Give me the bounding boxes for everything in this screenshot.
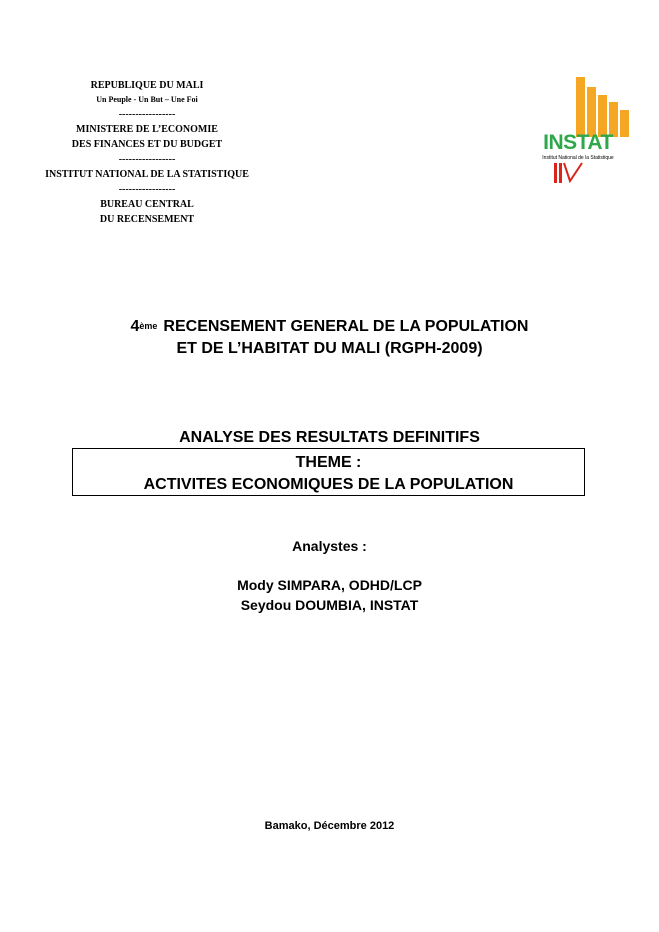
analyst-name: Mody SIMPARA, ODHD/LCP: [237, 577, 422, 593]
document-title: [0, 316, 659, 360]
separator: -----------------: [118, 184, 176, 195]
ministry-line-1: MINISTERE DE L’ECONOMIE: [76, 124, 218, 135]
header-block: [40, 78, 254, 227]
instat-logo: [526, 77, 630, 183]
national-motto: Un Peuple - Un But – Une Foi: [96, 95, 198, 104]
theme-box: [72, 448, 585, 496]
institute-name: INSTITUT NATIONAL DE LA STATISTIQUE: [45, 169, 249, 180]
bureau-line-2: DU RECENSEMENT: [99, 214, 195, 225]
country-name: REPUBLIQUE DU MALI: [90, 80, 204, 91]
title-line-2: ET DE L’HABITAT DU MALI (RGPH-2009): [176, 340, 483, 357]
separator: -----------------: [118, 154, 176, 165]
analysts-label: Analystes :: [292, 538, 367, 554]
bureau-line-1: BUREAU CENTRAL: [100, 199, 194, 210]
title-ordinal-suffix: ème: [139, 321, 158, 331]
logo-caption: Institut National de la Statistique: [542, 155, 614, 161]
analysis-heading: ANALYSE DES RESULTATS DEFINITIFS: [179, 429, 480, 446]
logo-text: INSTAT: [543, 131, 613, 154]
analyst-name: Seydou DOUMBIA, INSTAT: [240, 597, 419, 613]
analysts-names: [0, 575, 659, 615]
title-ordinal-number: 4: [130, 318, 140, 335]
ministry-line-2: DES FINANCES ET DU BUDGET: [71, 139, 223, 150]
separator: -----------------: [118, 109, 176, 120]
theme-title: ACTIVITES ECONOMIQUES DE LA POPULATION: [143, 476, 514, 493]
theme-label: THEME :: [295, 454, 362, 471]
title-line-1-text: RECENSEMENT GENERAL DE LA POPULATION: [163, 318, 529, 335]
title-line-1: [0, 316, 659, 338]
place-date: Bamako, Décembre 2012: [264, 820, 395, 832]
